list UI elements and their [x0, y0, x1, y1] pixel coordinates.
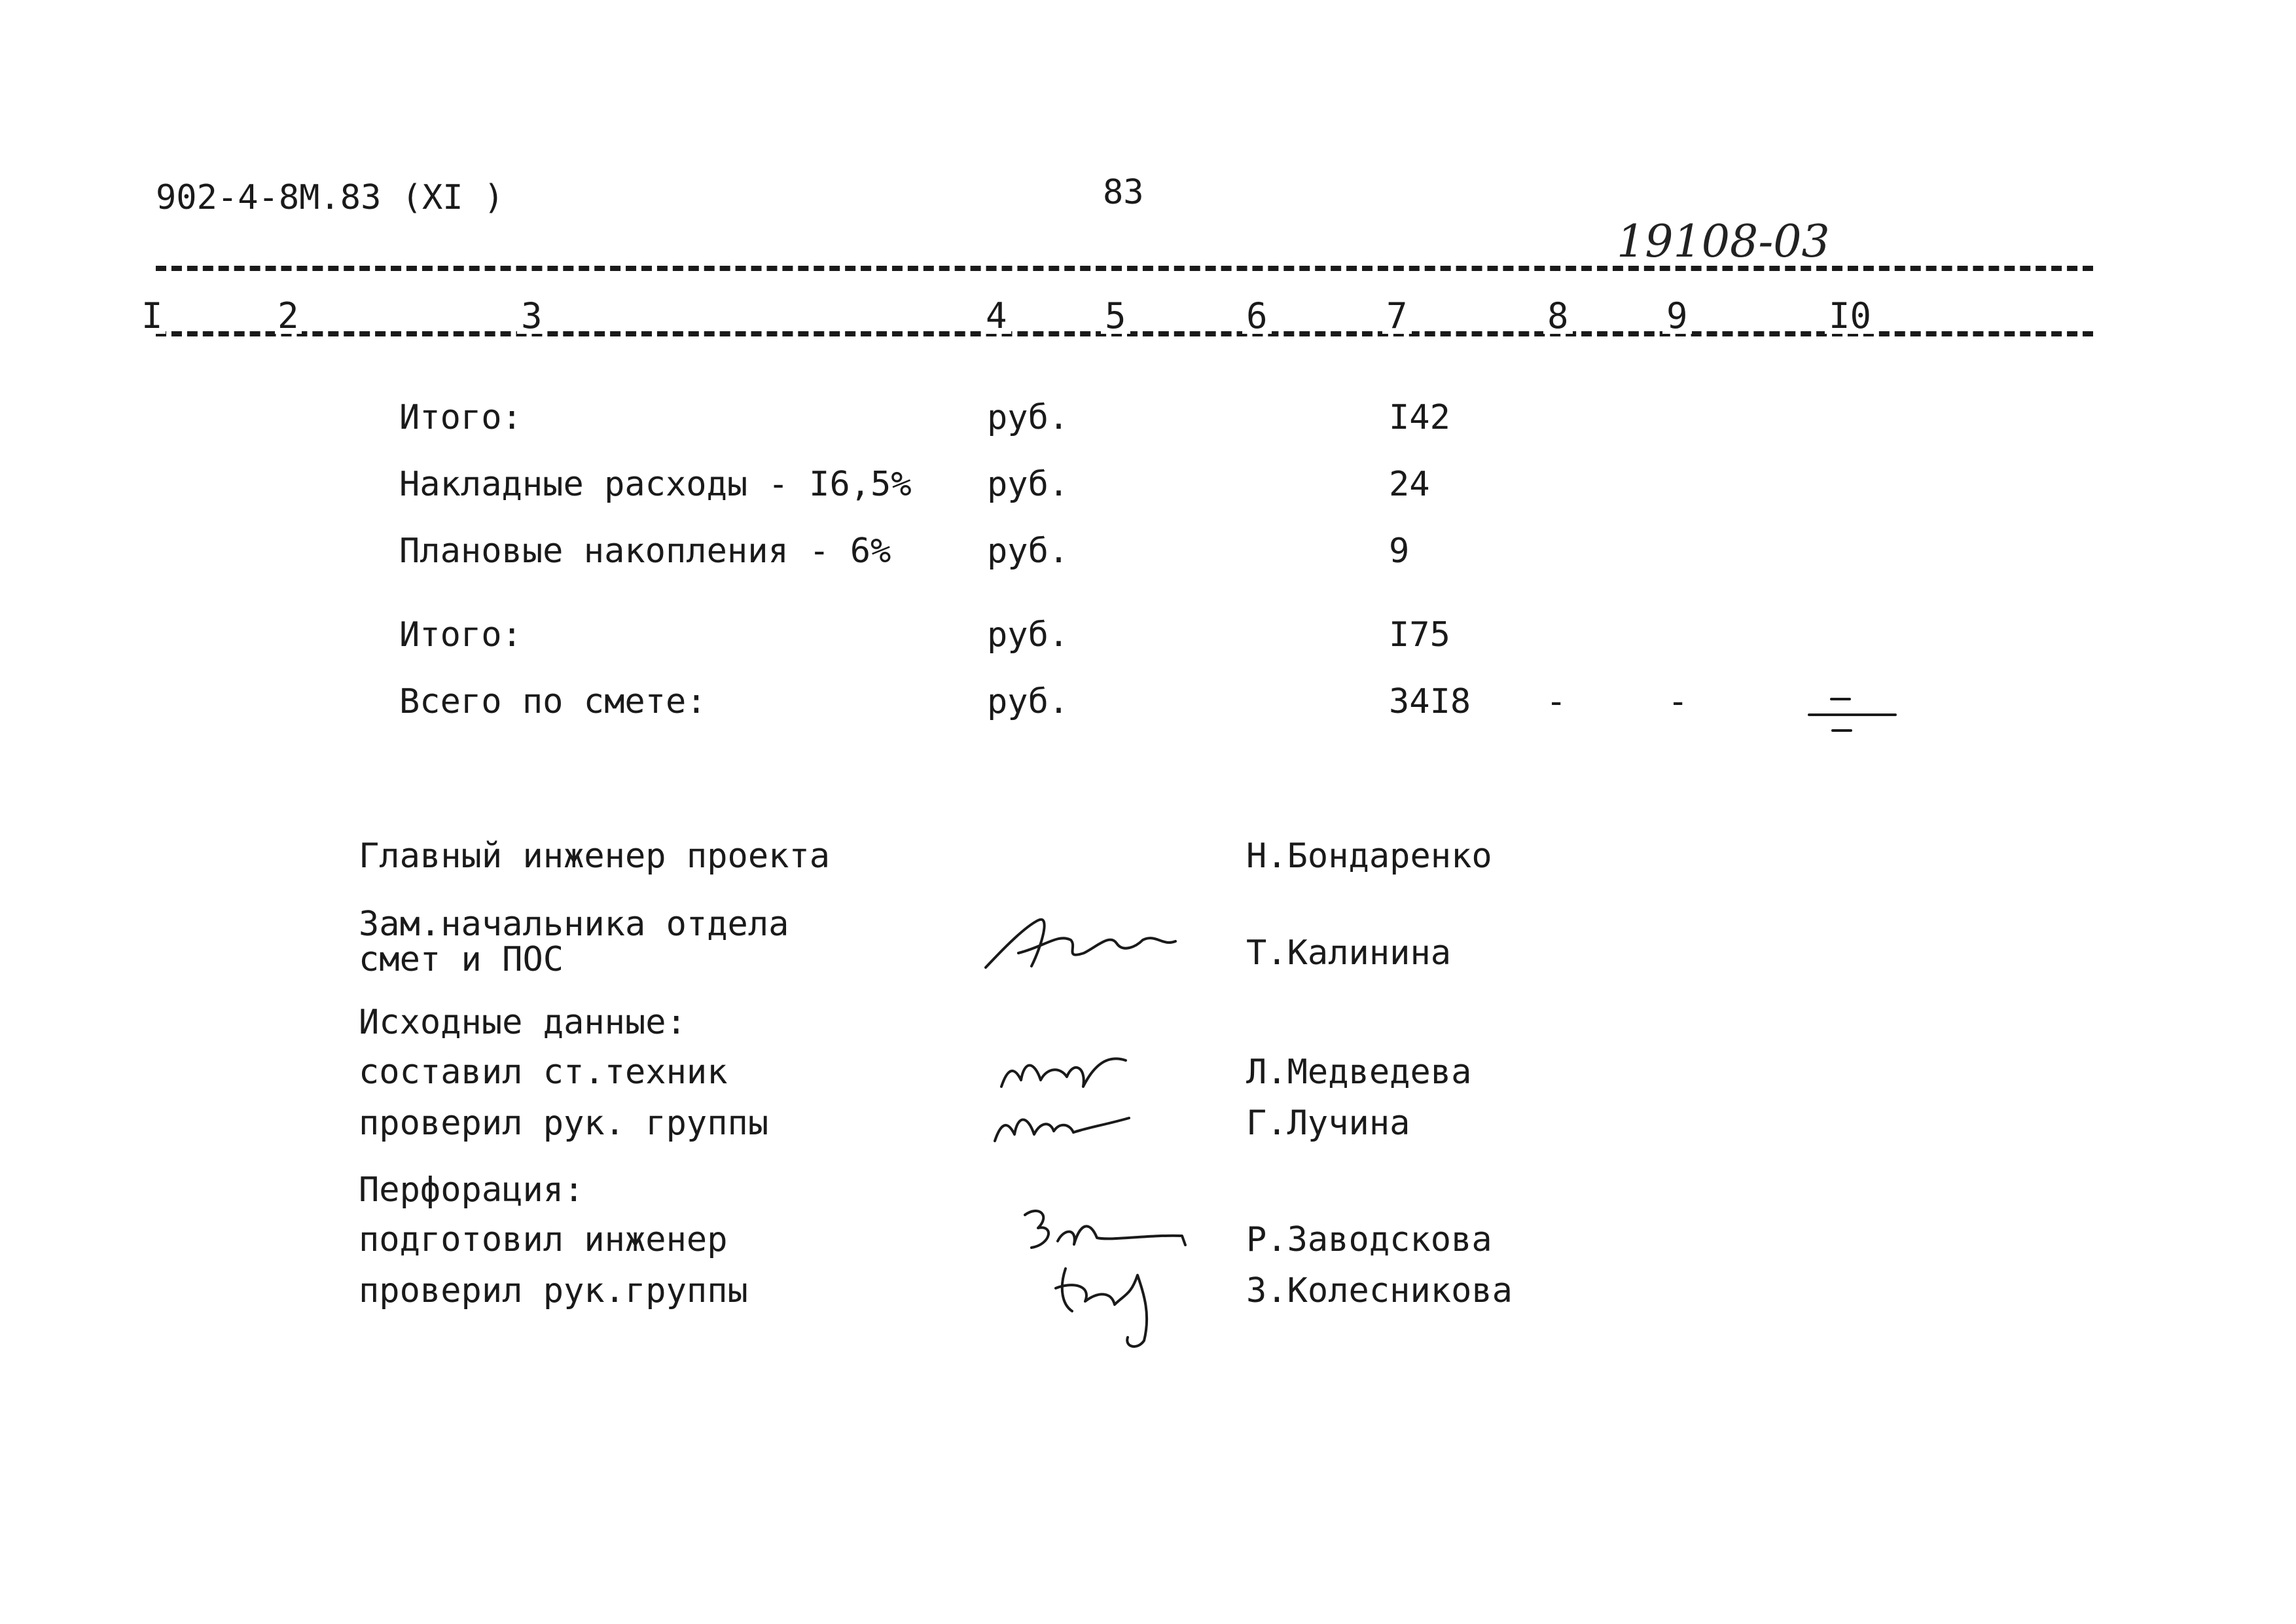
column-number: I0	[1825, 298, 1875, 334]
column-number: I	[139, 298, 166, 334]
deputy-head-role-line2: смет и ПОС	[359, 940, 564, 979]
signature-medvedeva	[995, 1041, 1145, 1100]
grand-total-col8: -	[1546, 682, 1567, 721]
column-number: 6	[1242, 298, 1272, 334]
column-number: 5	[1101, 298, 1130, 334]
checked-role: проверил рук. группы	[359, 1104, 769, 1143]
signature-kolesnikova	[1052, 1255, 1183, 1354]
overhead-unit: руб.	[987, 465, 1069, 504]
perforation-checked-name: З.Колесникова	[1246, 1271, 1513, 1310]
compiled-role: составил ст.техник	[359, 1053, 728, 1092]
subtotal-unit: руб.	[987, 615, 1069, 655]
chief-engineer-role: Главный инженер проекта	[359, 837, 831, 876]
overhead-value: 24	[1389, 465, 1430, 504]
column-number: 8	[1543, 298, 1573, 334]
perforation-checked-role: проверил рук.группы	[359, 1271, 748, 1310]
subtotal-value: I75	[1389, 615, 1450, 655]
signature-luchina	[988, 1092, 1139, 1151]
source-data-heading: Исходные данные:	[359, 1003, 687, 1042]
planned-savings-value: 9	[1389, 532, 1410, 571]
column-number: 3	[517, 298, 547, 334]
chief-engineer-name: Н.Бондаренко	[1246, 837, 1492, 876]
planned-savings-unit: руб.	[987, 532, 1069, 571]
signature-kalinina	[979, 907, 1189, 979]
compiled-name: Л.Медведева	[1246, 1053, 1472, 1092]
total-unit: руб.	[987, 398, 1069, 437]
total-value: I42	[1389, 398, 1450, 437]
overhead-label: Накладные расходы - I6,5%	[399, 465, 912, 504]
deputy-head-role-line1: Зам.начальника отдела	[359, 905, 789, 944]
column-number: 7	[1382, 298, 1412, 334]
planned-savings-label: Плановые накопления - 6%	[399, 532, 891, 571]
column-number: 2	[275, 298, 302, 334]
handwritten-number: 19108-03	[1617, 216, 1830, 268]
equals-dash-mark	[1806, 693, 1898, 738]
prepared-name: Р.Заводскова	[1246, 1220, 1492, 1259]
column-number: 4	[982, 298, 1011, 334]
grand-total-unit: руб.	[987, 682, 1069, 721]
total-label: Итого:	[399, 398, 522, 437]
page-number: 83	[1103, 173, 1144, 212]
column-number: 9	[1662, 298, 1692, 334]
grand-total-label: Всего по смете:	[399, 682, 707, 721]
header-dashed-rule-top	[156, 266, 2093, 271]
perforation-heading: Перфорация:	[359, 1170, 584, 1210]
grand-total-value: 34I8	[1389, 682, 1471, 721]
document-code: 902-4-8М.83 (XI )	[156, 178, 505, 217]
grand-total-col9: -	[1668, 682, 1689, 721]
checked-name: Г.Лучина	[1246, 1104, 1410, 1143]
subtotal-label: Итого:	[399, 615, 522, 655]
deputy-head-name: Т.Калинина	[1246, 933, 1452, 973]
prepared-role: подготовил инженер	[359, 1220, 728, 1259]
signature-zavodskova	[1018, 1202, 1195, 1261]
